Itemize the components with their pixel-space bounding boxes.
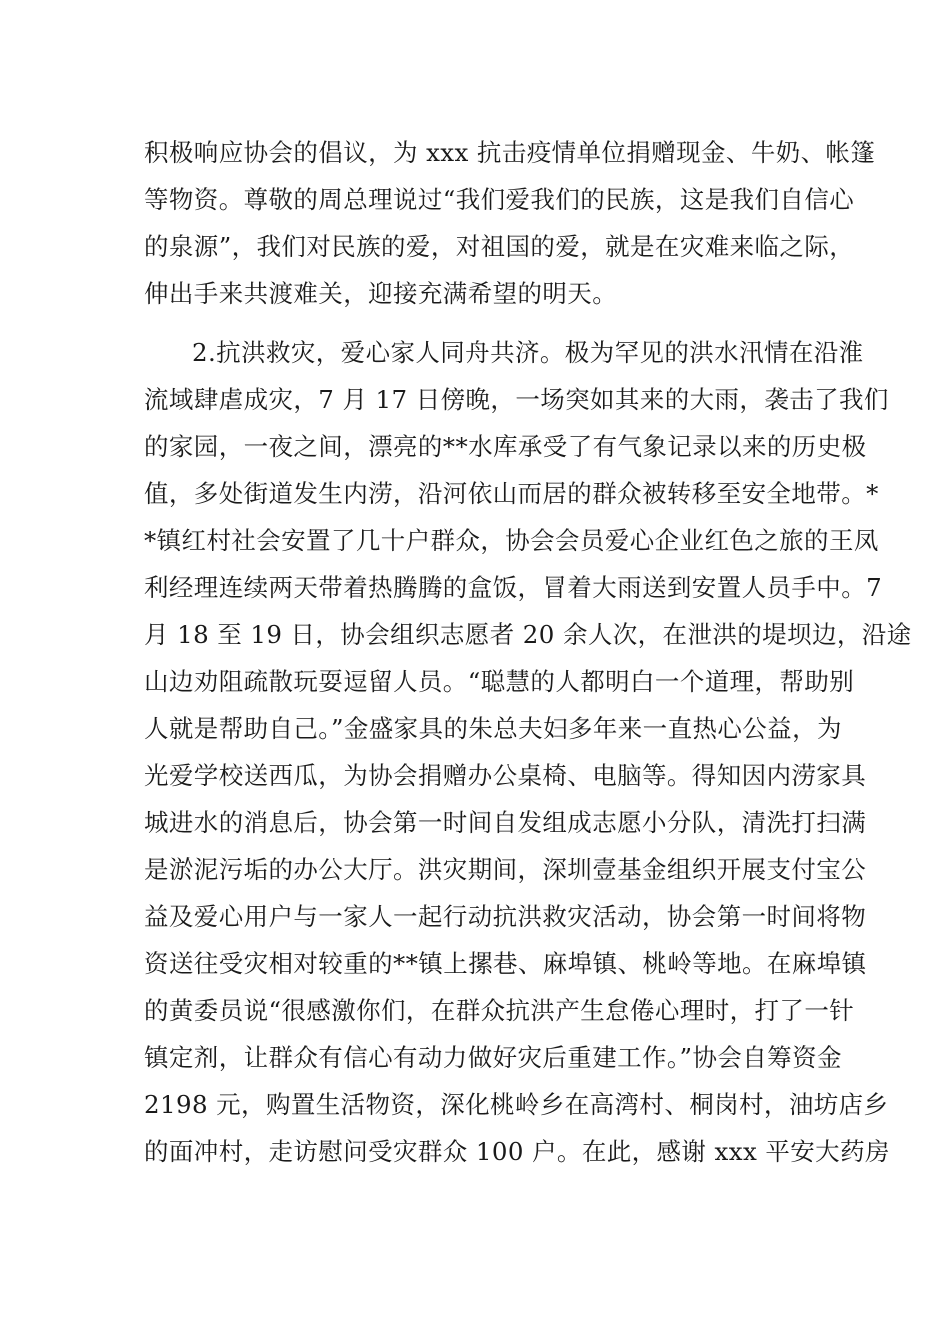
text-line: 伸出手来共渡难关，迎接充满希望的明天。 bbox=[144, 279, 618, 308]
text-line: 益及爱心用户与一家人一起行动抗洪救灾活动，协会第一时间将物 bbox=[144, 902, 867, 931]
text-line: 积极响应协会的倡议，为 xxx 抗击疫情单位捐赠现金、牛奶、帐篷 bbox=[144, 138, 876, 167]
text-line: 山边劝阻疏散玩耍逗留人员。“聪慧的人都明白一个道理，帮助别 bbox=[144, 667, 855, 696]
text-line: 人就是帮助自己。”金盛家具的朱总夫妇多年来一直热心公益，为 bbox=[144, 714, 842, 743]
text-line: 流域肆虐成灾，7 月 17 日傍晚，一场突如其来的大雨，袭击了我们 bbox=[144, 385, 889, 414]
text-line: 光爱学校送西瓜，为协会捐赠办公桌椅、电脑等。得知因内涝家具 bbox=[144, 761, 867, 790]
text-line: 的泉源”，我们对民族的爱，对祖国的爱，就是在灾难来临之际， bbox=[144, 232, 855, 261]
text-line: 城进水的消息后，协会第一时间自发组成志愿小分队，清洗打扫满 bbox=[144, 808, 867, 837]
text-line: 利经理连续两天带着热腾腾的盒饭，冒着大雨送到安置人员手中。7 bbox=[144, 573, 883, 602]
text-line: 的面冲村，走访慰问受灾群众 100 户。在此，感谢 xxx 平安大药房 bbox=[144, 1137, 890, 1166]
text-line: 是淤泥污垢的办公大厅。洪灾期间，深圳壹基金组织开展支付宝公 bbox=[144, 855, 867, 884]
text-line: 值，多处街道发生内涝，沿河依山而居的群众被转移至安全地带。* bbox=[144, 479, 879, 508]
text-line: 月 18 至 19 日，协会组织志愿者 20 余人次，在泄洪的堤坝边，沿途 bbox=[144, 620, 912, 649]
text-line: 资送往受灾相对较重的**镇上摞巷、麻埠镇、桃岭等地。在麻埠镇 bbox=[144, 949, 867, 978]
text-line: 2198 元，购置生活物资，深化桃岭乡在高湾村、桐岗村，油坊店乡 bbox=[144, 1090, 889, 1119]
text-line: 等物资。尊敬的周总理说过“我们爱我们的民族，这是我们自信心 bbox=[144, 185, 855, 214]
text-line: 的黄委员说“很感激你们，在群众抗洪产生怠倦心理时，打了一针 bbox=[144, 996, 855, 1025]
text-line: 2.抗洪救灾，爱心家人同舟共济。极为罕见的洪水汛情在沿淮 bbox=[192, 338, 864, 367]
text-line: *镇红村社会安置了几十户群众，协会会员爱心企业红色之旅的王凤 bbox=[144, 526, 879, 555]
text-line: 的家园，一夜之间，漂亮的**水库承受了有气象记录以来的历史极 bbox=[144, 432, 867, 461]
text-line: 镇定剂，让群众有信心有动力做好灾后重建工作。”协会自筹资金 bbox=[144, 1043, 842, 1072]
